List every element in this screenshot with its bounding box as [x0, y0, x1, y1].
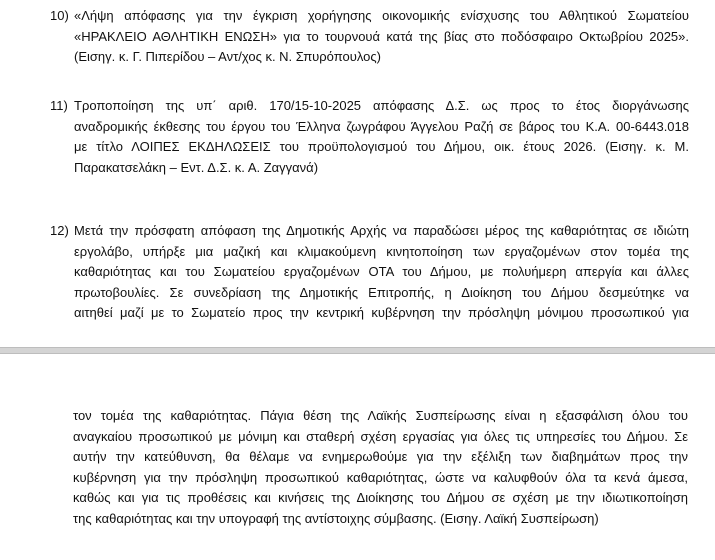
- agenda-item-number: 11): [50, 98, 68, 113]
- agenda-item-text-line: τον τομέα της καθαριότητας. Πάγια θέση της Λαϊκής Συσπείρωσης είναι η εξασφάλιση όλου του: [73, 408, 688, 423]
- agenda-item-text-line: με τίτλο ΛΟΙΠΕΣ ΕΚΔΗΛΩΣΕΙΣ του προϋπολογισμού του Δήμου, οικ. έτους 2026. (Εισηγ. κ. Μ.: [74, 139, 689, 154]
- agenda-item-text-line: αναγκαίου προσωπικού με μόνιμη και σταθερή σχέση εργασίας για όλες τις υπηρεσίες του Δήμου. Σε: [73, 428, 688, 444]
- agenda-item-text-line: πρωτοβουλίες. Σε συνεδρίαση της Δημοτικής Επιτροπής, η Διοίκηση του Δήμου δεσμεύτηκε να: [74, 284, 689, 300]
- agenda-item-text-line: εργολάβο, υπήρξε μια μαζική και κλιμακούμενη κινητοποίηση των εργαζομένων στον τομέα της: [74, 243, 689, 259]
- agenda-item-text-line: «Λήψη απόφασης για την έγκριση χορήγησης οικονομικής ενίσχυσης του Αθλητικού Σωματείου: [74, 8, 689, 23]
- page-separator: [0, 347, 715, 354]
- agenda-item-text-line: «ΗΡΑΚΛΕΙΟ ΑΘΛΗΤΙΚΗ ΕΝΩΣΗ» για το τουρνουά κατά της βίας στο ποδόσφαιρο Οκτωβρίου 2025».: [74, 28, 689, 44]
- document-page-bottom: [0, 354, 715, 560]
- agenda-item-text-line: καθώς και για τις προθέσεις και κινήσεις της Διοίκησης του Δήμου σε σχέση με την ιδιωτικοποίηση: [73, 490, 688, 505]
- agenda-item-number: 12): [50, 223, 69, 238]
- agenda-item-text-line: αναδρομικής έκθεσης του έργου του Έλληνα ζωγράφου Άγγελου Ραζή σε βάρος του Κ.Α. 00-6443.018: [74, 118, 689, 134]
- agenda-item-text-line: Παρακατσελάκη – Εντ. Δ.Σ. κ. Α. Ζαγγανά): [74, 159, 319, 175]
- agenda-item-text-line: Μετά την πρόσφατη απόφαση της Δημοτικής Αρχής να παραδώσει μέρος της καθαριότητας σε ιδιώτη: [74, 223, 689, 238]
- agenda-item-text-line: αυτήν την κατεύθυνση, θα θέλαμε να ενημερωθούμε για την εξέλιξη των διαβημάτων προς την: [73, 449, 688, 464]
- agenda-item-number: 10): [50, 8, 69, 23]
- agenda-item-text-line: αιτηθεί μαζί με το Σωματείο προς την κεντρική κυβέρνηση την πρόσληψη μόνιμου προσωπικού για: [74, 305, 689, 320]
- agenda-item-text-line: (Εισηγ. κ. Γ. Πιπερίδου – Αντ/χος κ. Ν. Σπυρόπουλος): [74, 49, 381, 64]
- agenda-item-text-line: Τροποποίηση της υπ΄ αριθ. 170/15-10-2025 απόφασης Δ.Σ. ως προς το έτος διοργάνωσης: [74, 98, 689, 113]
- agenda-item-text-line: της καθαριότητας και την υπογραφή της αντίστοιχης σύμβασης. (Εισηγ. Λαϊκή Συσπείρωση): [73, 510, 599, 526]
- agenda-item-text-line: κυβέρνηση για την πρόσληψη προσωπικού καθαριότητας, ώστε να καλυφθούν όλα τα κενά άμεσα,: [73, 469, 688, 485]
- agenda-item-text-line: καθαριότητας και του Σωματείου εργαζομένων ΟΤΑ του Δήμου, με πολυήμερη απεργία και άλλες: [74, 264, 689, 279]
